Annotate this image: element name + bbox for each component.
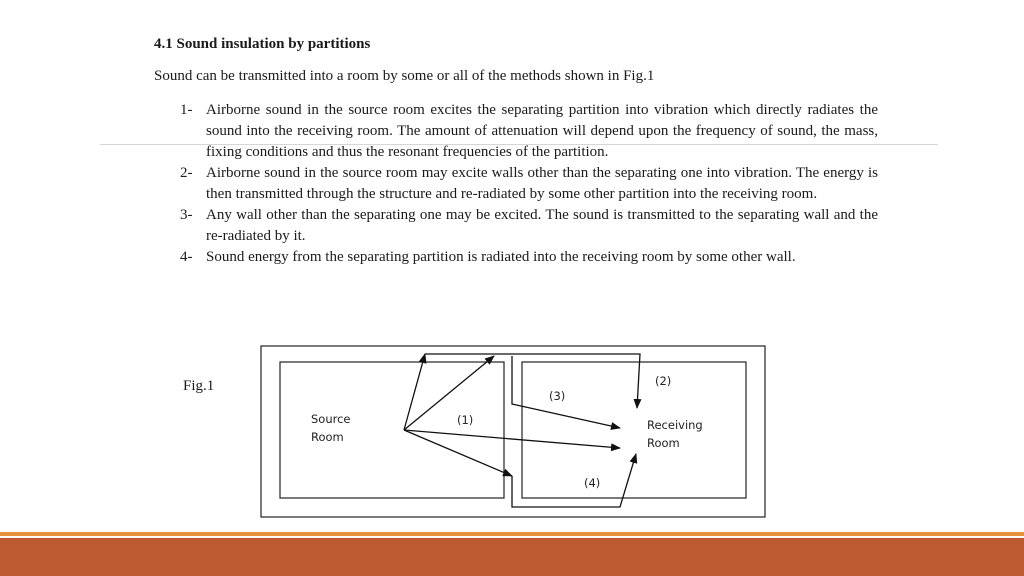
receiving-room-box [522,362,746,498]
item-number: 1- [180,102,193,118]
footer-bar [0,538,1024,576]
path-label-3: (3) [549,389,566,403]
path-1-arrow [404,430,620,448]
section-title: 4.1 Sound insulation by partitions [154,36,371,52]
path-3-arrow [512,356,620,428]
item-text: Sound energy from the separating partition is radiated into the receiving room by some other wall. [206,249,796,265]
item-text: Airborne sound in the source room may excite walls other than the separating one into vibration. The energy is then transmitted through the structure and re-radiated by some other partition into the receiving room. [206,165,878,202]
source-room-label-2: Room [311,430,344,444]
item-number: 4- [180,249,193,265]
item-number: 2- [180,165,193,181]
item-text: Any wall other than the separating one may be excited. The sound is transmitted to the separating wall and the re-radiated by it. [206,207,878,244]
path-label-1: (1) [457,413,474,427]
item-text: Airborne sound in the source room excites the separating partition into vibration which directly radiates the sound into the receiving room. The amount of attenuation will depend upon the frequency of sound, the mass, fixing conditions and thus the resonant frequencies of the partition. [206,102,878,160]
figure-label: Fig.1 [183,378,215,394]
intro-text: Sound can be transmitted into a room by some or all of the methods shown in Fig.1 [154,68,655,84]
path-to-wall-arrow [404,356,494,430]
path-label-2: (2) [655,374,672,388]
path-2-up-arrow [404,354,425,430]
path-label-4: (4) [584,476,601,490]
receiving-room-label-1: Receiving [647,418,703,432]
footer-accent-line [0,532,1024,536]
receiving-room-label-2: Room [647,436,680,450]
path-4-flanking-arrow [512,454,636,507]
path-4-down-arrow [404,430,512,476]
item-number: 3- [180,207,193,223]
source-room-label-1: Source [311,412,351,426]
